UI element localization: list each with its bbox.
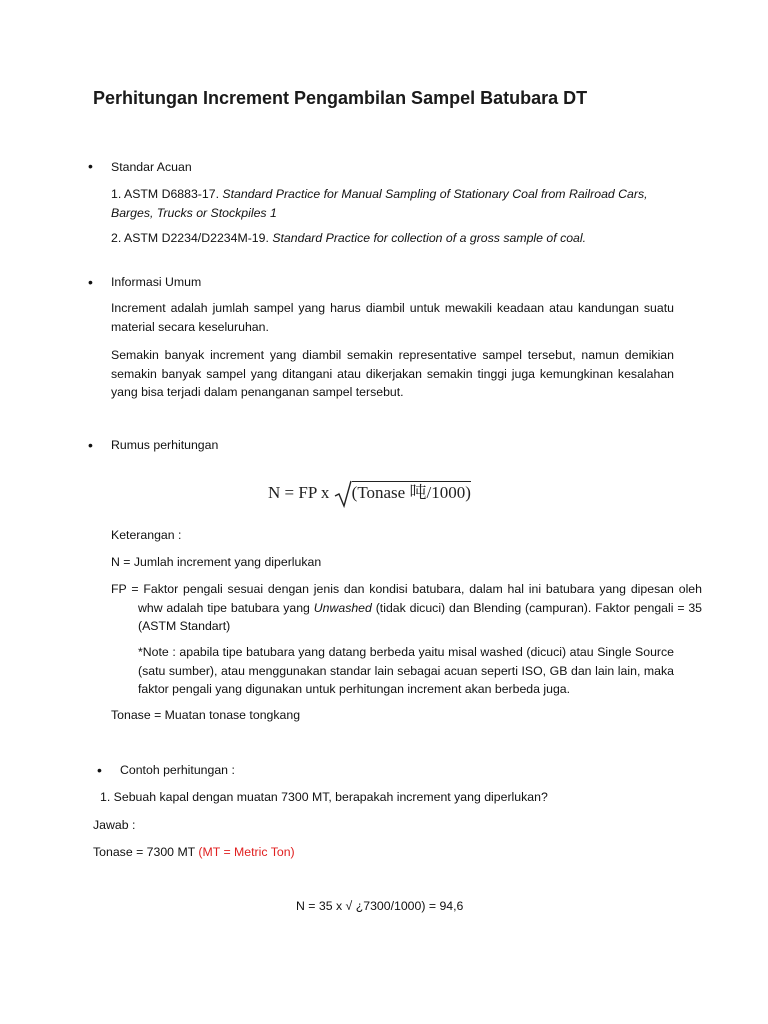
section-heading-rumus: Rumus perhitungan: [111, 438, 219, 452]
jawab-label: Jawab :: [93, 818, 136, 832]
formula-radicand: (Tonase 吨/1000): [351, 483, 471, 502]
bullet-dot: •: [88, 274, 93, 290]
tonase-unit-note: (MT = Metric Ton): [198, 845, 295, 859]
n-definition: N = Jumlah increment yang diperlukan: [111, 555, 322, 569]
fp-definition-text-1: FP = Faktor pengali sesuai dengan jenis dan kondisi batubara, dalam hal ini batubara yang dipesan oleh whw adalah tipe batubara yang: [111, 582, 702, 615]
formula-left: N = FP x: [268, 483, 330, 502]
informasi-paragraph-2: Semakin banyak increment yang diambil semakin representative sampel tersebut, namun demikian semakin banyak sampel yang ditangani atau dikerjakan semakin tinggi juga kemungkinan kesalahan yang bisa terjadi dalam penanganan sampel tersebut.: [111, 348, 674, 399]
note-paragraph: *Note : apabila tipe batubara yang datang berbeda yaitu misal washed (dicuci) atau Single Source (satu sumber), atau menggunakan standar lain sebagai acuan seperti ISO, GB dan lain lain, maka faktor pengali yang digunakan untuk perhitungan increment akan berbeda juga.: [138, 645, 674, 696]
reference-1-title: Standard Practice for Manual Sampling of Stationary Coal from Railroad Cars, Barges, Trucks or Stockpiles 1: [111, 187, 648, 220]
section-heading-contoh: Contoh perhitungan :: [120, 763, 235, 777]
tonase-line: [93, 843, 295, 862]
fp-definition: [111, 580, 702, 636]
reference-2: [111, 229, 676, 248]
section-heading-informasi: Informasi Umum: [111, 275, 202, 289]
reference-2-title: Standard Practice for collection of a gross sample of coal.: [272, 231, 587, 245]
page-title: Perhitungan Increment Pengambilan Sampel Batubara DT: [93, 88, 588, 108]
tonase-definition: Tonase = Muatan tonase tongkang: [111, 708, 301, 722]
radical-sign-icon: [334, 480, 352, 508]
bullet-dot: •: [88, 158, 93, 174]
fp-definition-italic: Unwashed: [313, 600, 372, 615]
reference-2-label: 2. ASTM D2234/D2234M-19.: [111, 231, 269, 245]
informasi-paragraph-1: Increment adalah jumlah sampel yang harus diambil untuk mewakili keadaan atau kandungan suatu material secara keseluruhan.: [111, 301, 674, 334]
fp-definition-text-2: (tidak dicuci) dan Blending (campuran). Faktor pengali = 35 (ASTM Standart): [138, 600, 703, 633]
reference-1: [111, 185, 676, 222]
bullet-dot: •: [88, 437, 93, 453]
keterangan-label: Keterangan :: [111, 528, 182, 542]
reference-1-label: 1. ASTM D6883-17.: [111, 187, 219, 201]
section-heading-standar: Standar Acuan: [111, 160, 192, 174]
example-question: 1. Sebuah kapal dengan muatan 7300 MT, berapakah increment yang diperlukan?: [100, 790, 548, 804]
formula-image: [268, 478, 471, 508]
result-formula: N = 35 x √ ¿7300/1000) = 94,6: [296, 899, 464, 913]
tonase-value: Tonase = 7300 MT: [93, 845, 195, 859]
bullet-dot: •: [97, 762, 102, 778]
